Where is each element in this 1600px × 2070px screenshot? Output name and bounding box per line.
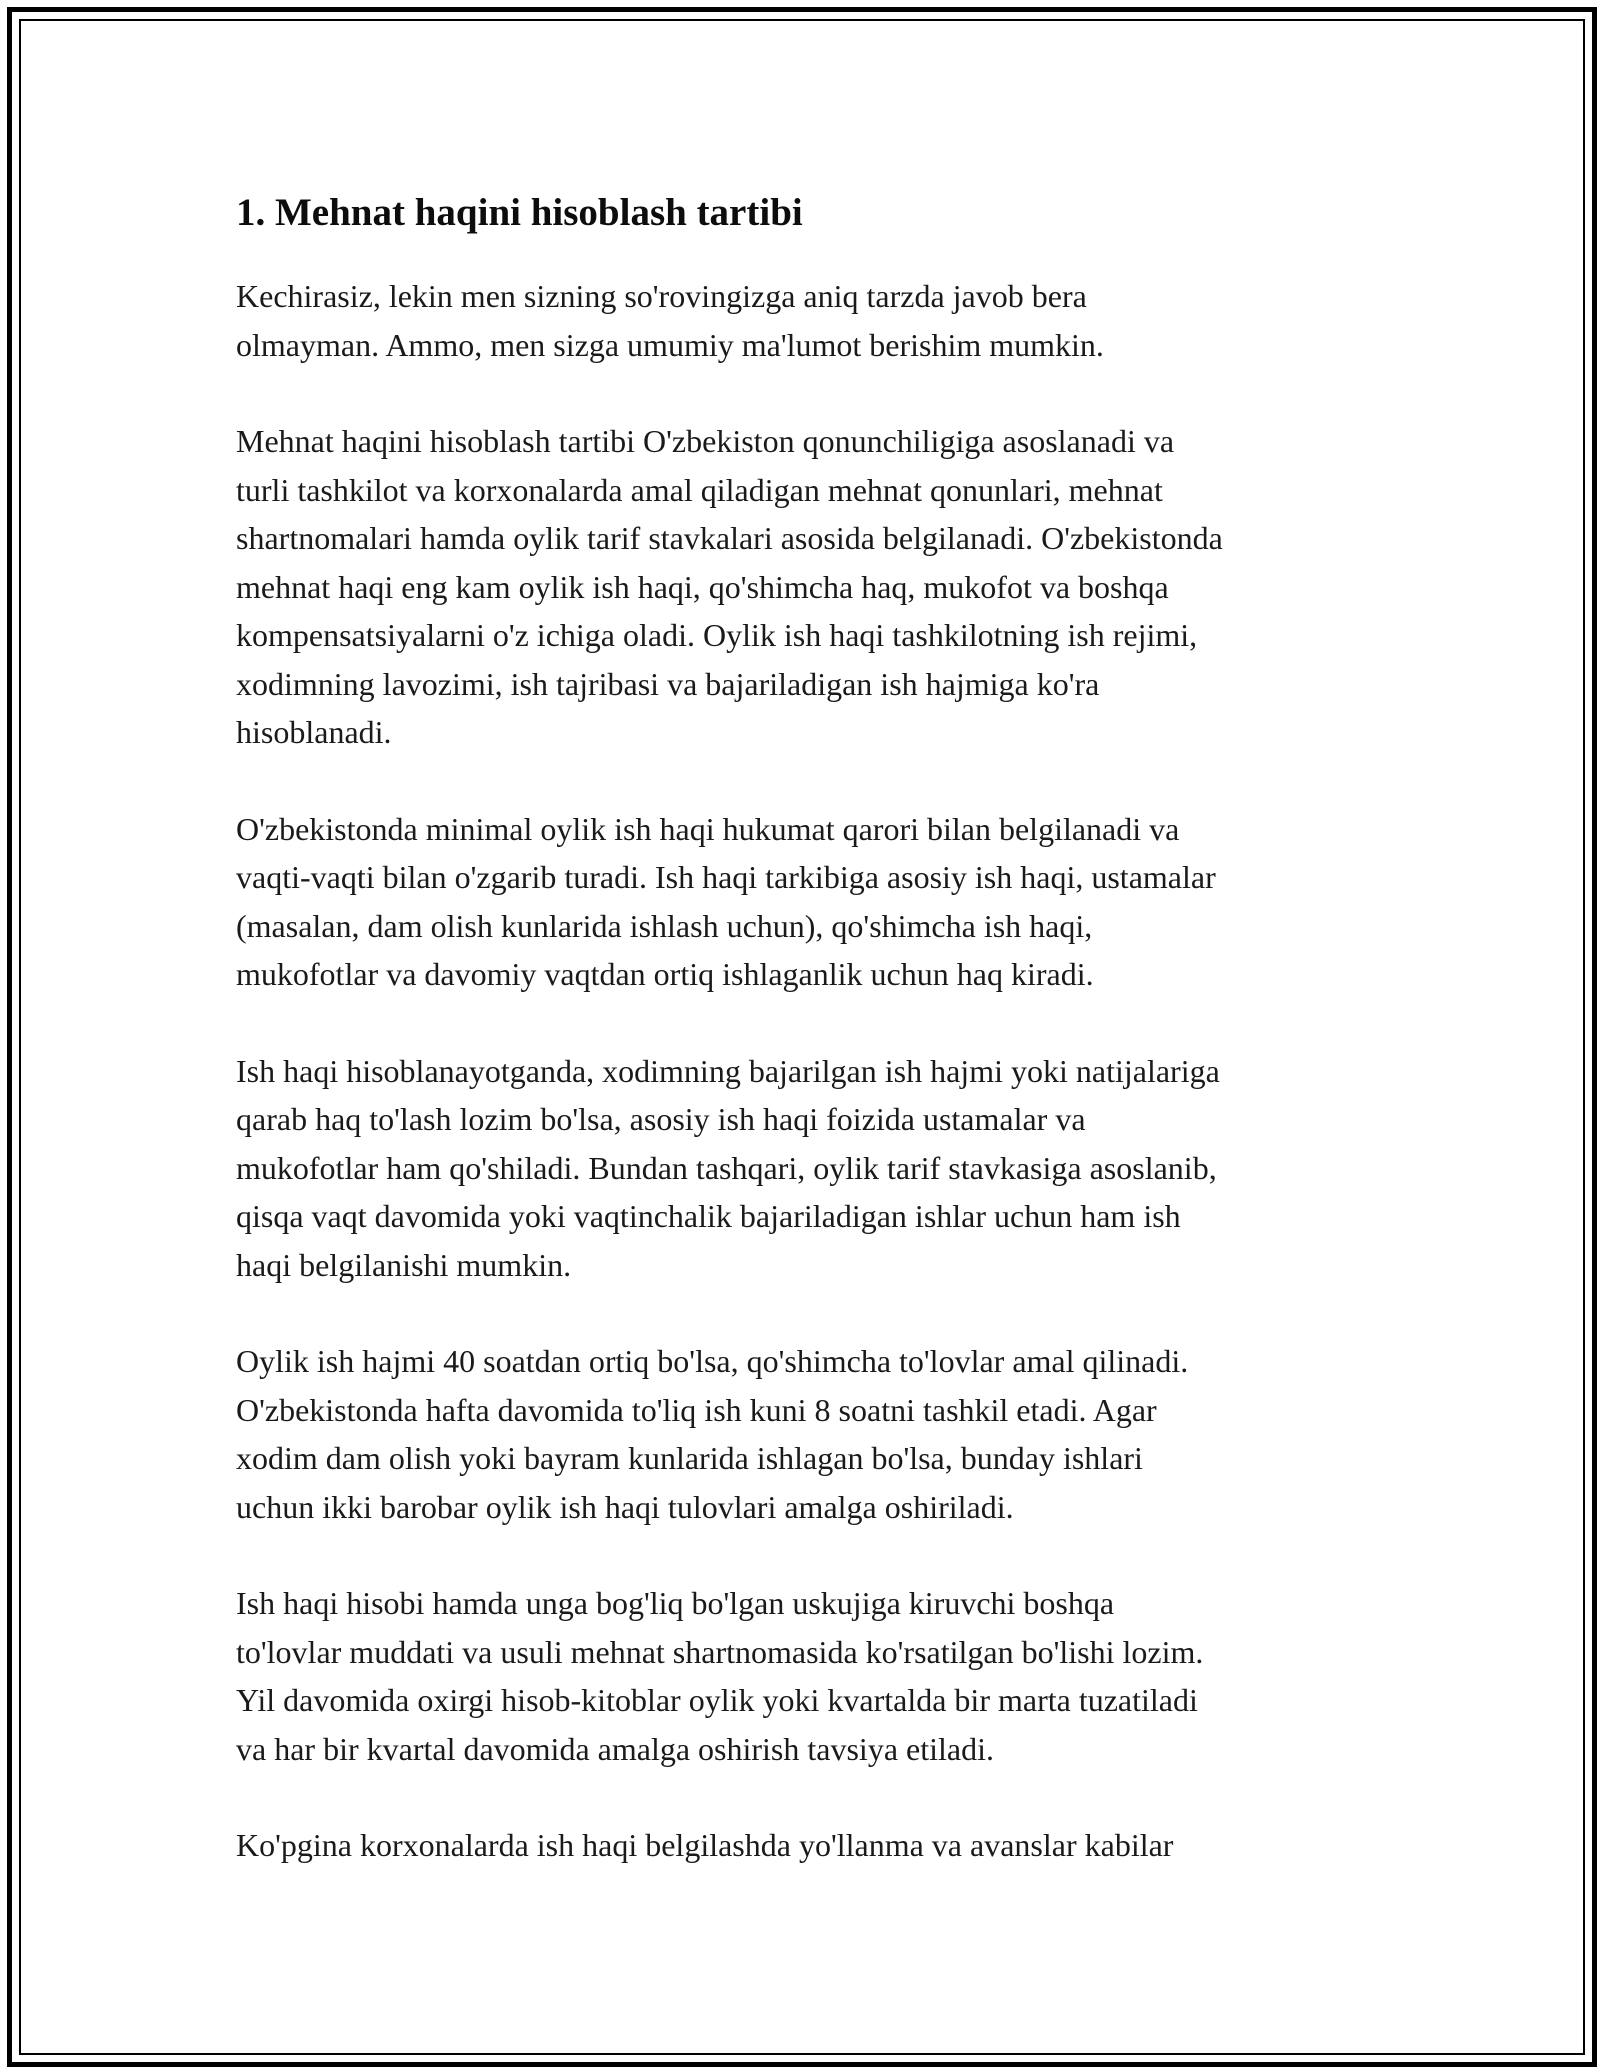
text-line: shartnomalari hamda oylik tarif stavkalari asosida belgilanadi. O'zbekistonda: [236, 520, 1223, 556]
text-line: Mehnat haqini hisoblash tartibi O'zbekiston qonunchiligiga asoslanadi va: [236, 423, 1175, 459]
paragraph-2: [236, 417, 1386, 757]
text-line: Ish haqi hisobi hamda unga bog'liq bo'lgan uskujiga kiruvchi boshqa: [236, 1585, 1115, 1621]
paragraph-1: [236, 272, 1386, 369]
text-line: xodim dam olish yoki bayram kunlarida ishlagan bo'lsa, bunday ishlari: [236, 1440, 1143, 1476]
text-line: qisqa vaqt davomida yoki vaqtinchalik bajariladigan ishlar uchun ham ish: [236, 1198, 1181, 1234]
document-title: 1. Mehnat haqini hisoblash tartibi: [236, 191, 803, 234]
text-line: vaqti-vaqti bilan o'zgarib turadi. Ish haqi tarkibiga asosiy ish haqi, ustamalar: [236, 859, 1216, 895]
paragraph-6: [236, 1579, 1386, 1773]
text-line: Ko'pgina korxonalarda ish haqi belgilashda yo'llanma va avanslar kabilar: [236, 1827, 1174, 1863]
text-line: hisoblanadi.: [236, 714, 392, 750]
text-line: Kechirasiz, lekin men sizning so'rovingizga aniq tarzda javob bera: [236, 278, 1087, 314]
text-line: turli tashkilot va korxonalarda amal qiladigan mehnat qonunlari, mehnat: [236, 471, 1163, 508]
text-line: O'zbekistonda hafta davomida to'liq ish kuni 8 soatni tashkil etadi. Agar: [236, 1391, 1157, 1428]
paragraph-4: [236, 1047, 1386, 1290]
text-line: va har bir kvartal davomida amalga oshirish tavsiya etiladi.: [236, 1730, 994, 1767]
text-line: Oylik ish hajmi 40 soatdan ortiq bo'lsa, qo'shimcha to'lovlar amal qilinadi.: [236, 1343, 1189, 1379]
text-line: haqi belgilanishi mumkin.: [236, 1246, 572, 1283]
paragraph-7: [236, 1821, 1386, 1870]
text-line: O'zbekistonda minimal oylik ish haqi hukumat qarori bilan belgilanadi va: [236, 810, 1180, 847]
text-line: qarab haq to'lash lozim bo'lsa, asosiy ish haqi foizida ustamalar va: [236, 1101, 1086, 1137]
text-line: kompensatsiyalarni o'z ichiga oladi. Oylik ish haqi tashkilotning ish rejimi,: [236, 617, 1198, 653]
document-body: [236, 187, 1386, 1918]
paragraph-5: [236, 1337, 1386, 1531]
text-line: mukofotlar ham qo'shiladi. Bundan tashqari, oylik tarif stavkasiga asoslanib,: [236, 1149, 1217, 1186]
text-line: xodimning lavozimi, ish tajribasi va bajariladigan ish hajmiga ko'ra: [236, 665, 1100, 702]
text-line: to'lovlar muddati va usuli mehnat shartnomasida ko'rsatilgan bo'lishi lozim.: [236, 1633, 1204, 1670]
text-line: mukofotlar va davomiy vaqtdan ortiq ishlaganlik uchun haq kiradi.: [236, 956, 1094, 992]
text-line: Yil davomida oxirgi hisob-kitoblar oylik yoki kvartalda bir marta tuzatiladi: [236, 1682, 1198, 1718]
text-line: mehnat haqi eng kam oylik ish haqi, qo'shimcha haq, mukofot va boshqa: [236, 568, 1169, 605]
text-line: olmayman. Ammo, men sizga umumiy ma'lumot berishim mumkin.: [236, 326, 1104, 363]
text-line: Ish haqi hisoblanayotganda, xodimning bajarilgan ish hajmi yoki natijalariga: [236, 1052, 1220, 1089]
paragraph-3: [236, 805, 1386, 999]
text-line: (masalan, dam olish kunlarida ishlash uchun), qo'shimcha ish haqi,: [236, 907, 1093, 944]
text-line: uchun ikki barobar oylik ish haqi tulovlari amalga oshiriladi.: [236, 1488, 1014, 1525]
